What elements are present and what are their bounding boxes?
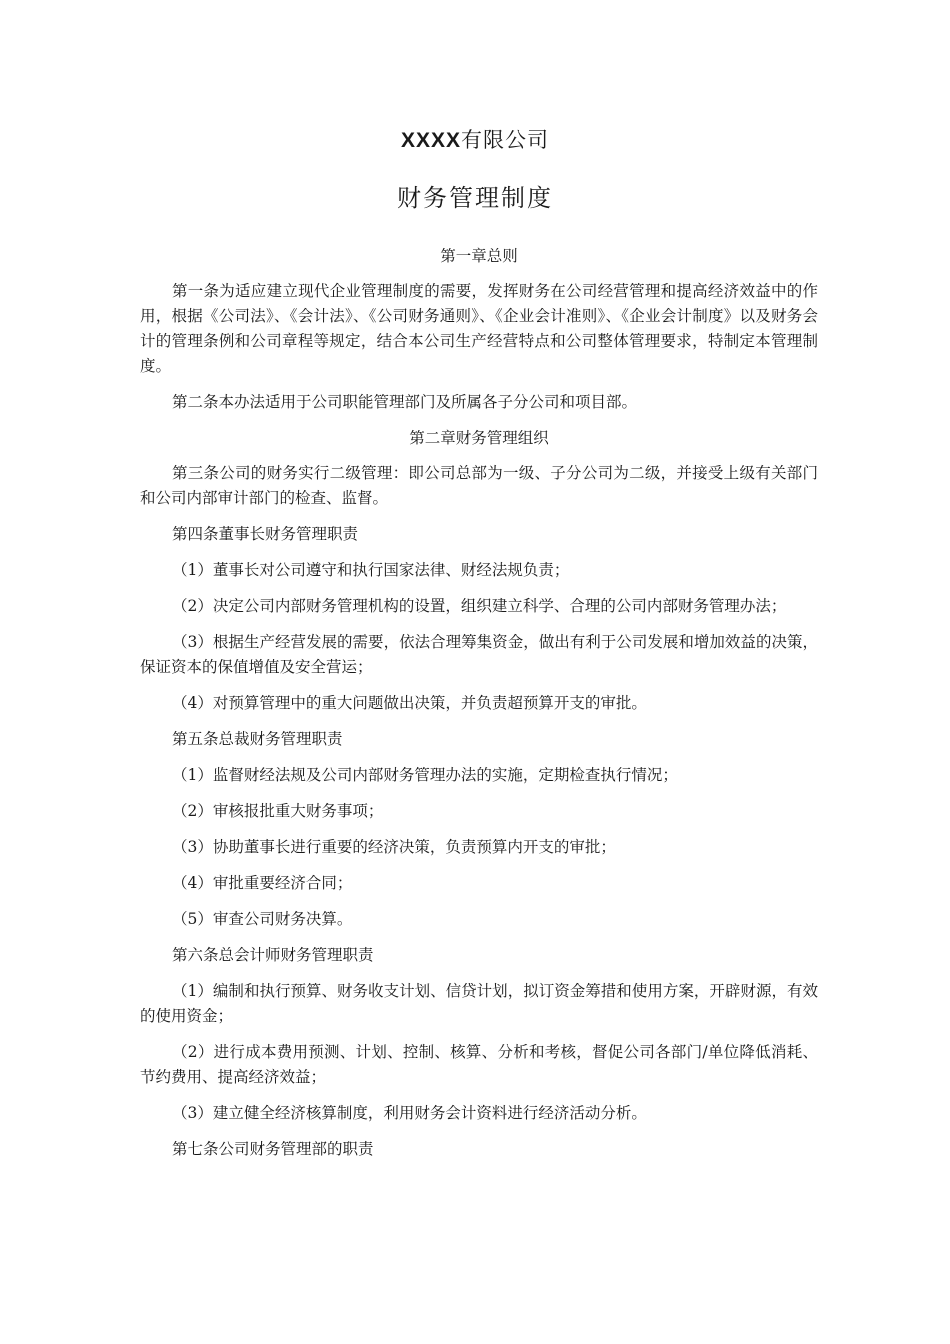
article-1: 第一条为适应建立现代企业管理制度的需要，发挥财务在公司经营管理和提高经济效益中的作用，根据《公司法》、《会计法》、《公司财务通则》、《企业会计准则》、《企业会计制度》以及财务会计的管理条例和公司章程等规定，结合本公司生产经营特点和公司整体管理要求，特制定本管理制度。 [140, 282, 818, 375]
article-4-item-1: （1）董事长对公司遵守和执行国家法律、财经法规负责； [172, 561, 570, 579]
chapter-heading-1: 第一章总则 [440, 247, 518, 265]
article-3: 第三条公司的财务实行二级管理：即公司总部为一级、子分公司为二级，并接受上级有关部门和公司内部审计部门的检查、监督。 [140, 464, 818, 507]
company-title [0, 124, 950, 154]
chapter-heading-2: 第二章财务管理组织 [409, 429, 549, 447]
article-6-item-1: （1）编制和执行预算、财务收支计划、信贷计划，拟订资金筹措和使用方案，开辟财源，有效的使用资金； [140, 982, 818, 1025]
article-4: 第四条董事长财务管理职责 [172, 525, 359, 543]
article-5-item-5: （5）审查公司财务决算。 [172, 910, 353, 928]
company-name-en: XXXX [400, 129, 462, 152]
article-6-item-3: （3）建立健全经济核算制度，利用财务会计资料进行经济活动分析。 [172, 1104, 647, 1122]
article-4-item-3: （3）根据生产经营发展的需要，依法合理筹集资金，做出有利于公司发展和增加效益的决策，保证资本的保值增值及安全营运； [140, 633, 818, 676]
article-2: 第二条本办法适用于公司职能管理部门及所属各子分公司和项目部。 [172, 393, 638, 411]
article-5: 第五条总裁财务管理职责 [172, 730, 343, 748]
article-4-item-2: （2）决定公司内部财务管理机构的设置，组织建立科学、合理的公司内部财务管理办法； [172, 597, 787, 615]
article-5-item-2: （2）审核报批重大财务事项； [172, 802, 384, 820]
article-7: 第七条公司财务管理部的职责 [172, 1140, 374, 1158]
article-4-item-4: （4）对预算管理中的重大问题做出决策，并负责超预算开支的审批。 [172, 694, 647, 712]
company-name-cn: 有限公司 [461, 128, 550, 152]
article-6: 第六条总会计师财务管理职责 [172, 946, 374, 964]
article-5-item-3: （3）协助董事长进行重要的经济决策，负责预算内开支的审批； [172, 838, 616, 856]
article-5-item-4: （4）审批重要经济合同； [172, 874, 353, 892]
article-5-item-1: （1）监督财经法规及公司内部财务管理办法的实施，定期检查执行情况； [172, 766, 678, 784]
document-body [140, 244, 818, 1173]
document-title: 财务管理制度 [397, 184, 553, 212]
article-6-item-2: （2）进行成本费用预测、计划、控制、核算、分析和考核，督促公司各部门/单位降低消耗、节约费用、提高经济效益； [140, 1043, 818, 1086]
